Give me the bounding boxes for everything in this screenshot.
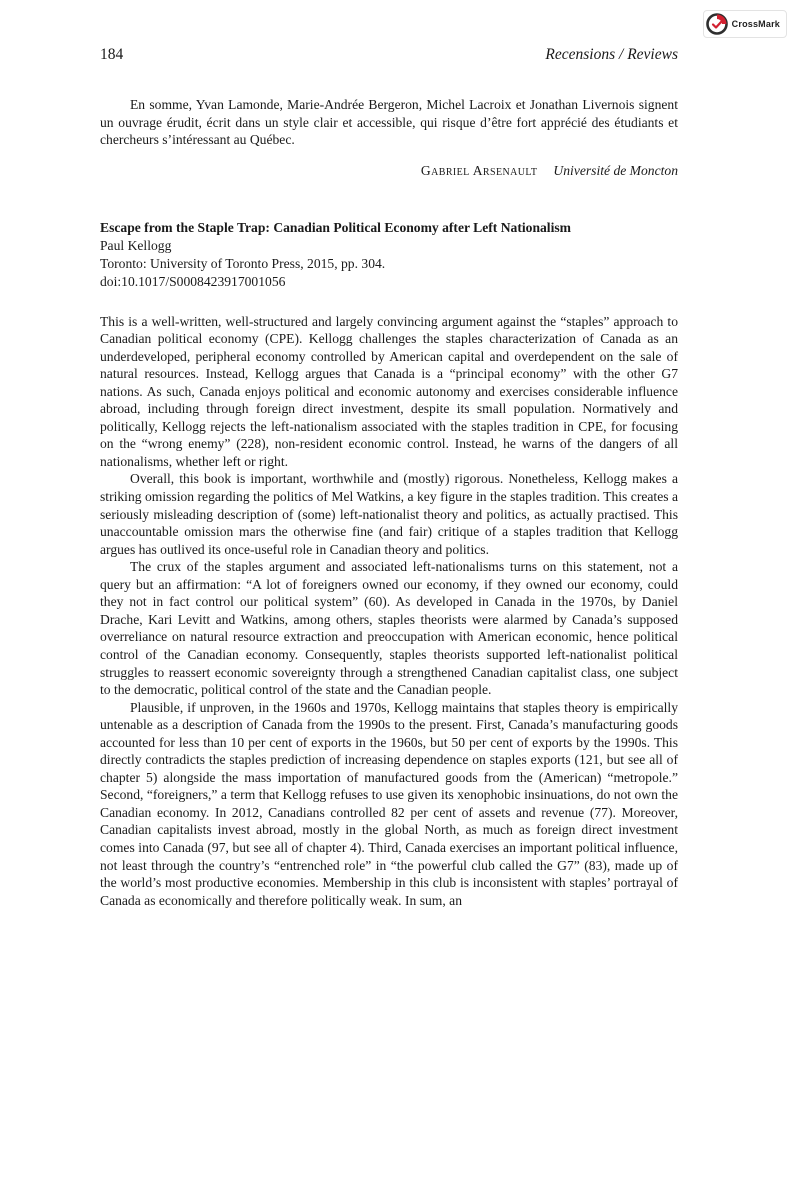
page-content xyxy=(100,46,678,909)
review-book-imprint: Toronto: University of Toronto Press, 2015, pp. 304. xyxy=(100,255,386,271)
review-body xyxy=(100,313,678,910)
review-paragraph: The crux of the staples argument and associated left-nationalisms turns on this statement, not a query but an affirmation: “A lot of foreigners owned our economy, if they owned our economy, could they not in fact control our political system” (60). As developed in Canada in the 1970s, by Daniel Drache, Kari Levitt and Watkins, among others, staples theorists were alarmed by Canada’s supposed overreliance on natural resource extraction and preoccupation with American economic, hence political control of the Canadian economy. Consequently, staples theorists supported left-nationalist political struggles to reassert economic sovereignty through a strengthened Canadian capitalist class, one subject to the democratic, political control of the state and the Canadian people. xyxy=(100,559,678,698)
review-paragraph: This is a well-written, well-structured and largely convincing argument against the “staples” approach to Canadian political economy (CPE). Kellogg challenges the staples characterization of Canada as an underdeveloped, peripheral economy controlled by American capital and overdependent on the sale of natural resources. Instead, Kellogg argues that Canada is a “principal economy” with the other G7 nations. As such, Canada enjoys political and economic autonomy and exercises considerable influence abroad, including through foreign direct investment, despite its small population. Normatively and politically, Kellogg rejects the left-nationalism associated with the staples tradition in CPE, for focusing on the “wrong enemy” (228), non-resident economic control. Instead, he warns of the dangers of all nationalisms, whether left or right. xyxy=(100,313,678,469)
review-paragraph: Plausible, if unproven, in the 1960s and 1970s, Kellogg maintains that staples theory is empirically untenable as a description of Canada from the 1990s to the present. First, Canada’s manufacturing goods accounted for less than 10 per cent of exports in the 1960s, but 50 per cent of exports by the 1990s. This directly contradicts the staples prediction of increasing dependence on staples exports (121, but see all of chapter 5) alongside the mass importation of manufactured goods from the (American) “metropole.” Second, “foreigners,” a term that Kellogg refuses to use given its xenophobic insinuations, do not own the Canadian economy. In 2012, Canadians controlled 82 per cent of assets and revenue (77). Moreover, Canadian capitalists invest abroad, mostly in the global North, as much as foreign direct investment comes into Canada (97, but see all of chapter 4). Third, Canada exercises an important political influence, not least through the country’s “entrenched role” in “the powerful club called the G7” (83), made up of the world’s most productive economies. Membership in this club is inconsistent with staples’ portrayal of Canada as economically and therefore politically weak. In sum, an xyxy=(100,699,678,908)
reviewer-signature xyxy=(100,162,678,180)
reviewer-name: Gabriel Arsenault xyxy=(420,162,538,178)
crossmark-badge[interactable] xyxy=(703,10,787,38)
review-heading xyxy=(100,219,678,290)
review-book-title: Escape from the Staple Trap: Canadian Political Economy after Left Nationalism xyxy=(100,220,571,236)
previous-review-closing-paragraph: En somme, Yvan Lamonde, Marie-Andrée Bergeron, Michel Lacroix et Jonathan Livernois signent un ouvrage érudit, écrit dans un style clair et accessible, qui risque d’être fort apprécié des étudiants et chercheurs s’intéressant au Québec. xyxy=(100,97,678,148)
review-doi: doi:10.1017/S0008423917001056 xyxy=(100,273,286,289)
review-book-author: Paul Kellogg xyxy=(100,238,172,254)
page-number: 184 xyxy=(100,46,124,63)
reviewer-affiliation: Université de Moncton xyxy=(553,162,678,178)
running-head xyxy=(100,46,678,64)
crossmark-label: CrossMark xyxy=(731,19,780,29)
crossmark-logo-icon xyxy=(706,13,728,35)
running-title: Recensions / Reviews xyxy=(545,46,678,63)
review-paragraph: Overall, this book is important, worthwhile and (mostly) rigorous. Nonetheless, Kellogg makes a striking omission regarding the politics of Mel Watkins, a key figure in the staples tradition. This creates a seriously misleading description of (some) left-nationalist theory and politics, as actually practised. This unaccountable omission mars the otherwise fine (and fair) critique of a staples tradition that Kellogg argues has outlived its once-useful role in Canadian theory and politics. xyxy=(100,471,678,557)
